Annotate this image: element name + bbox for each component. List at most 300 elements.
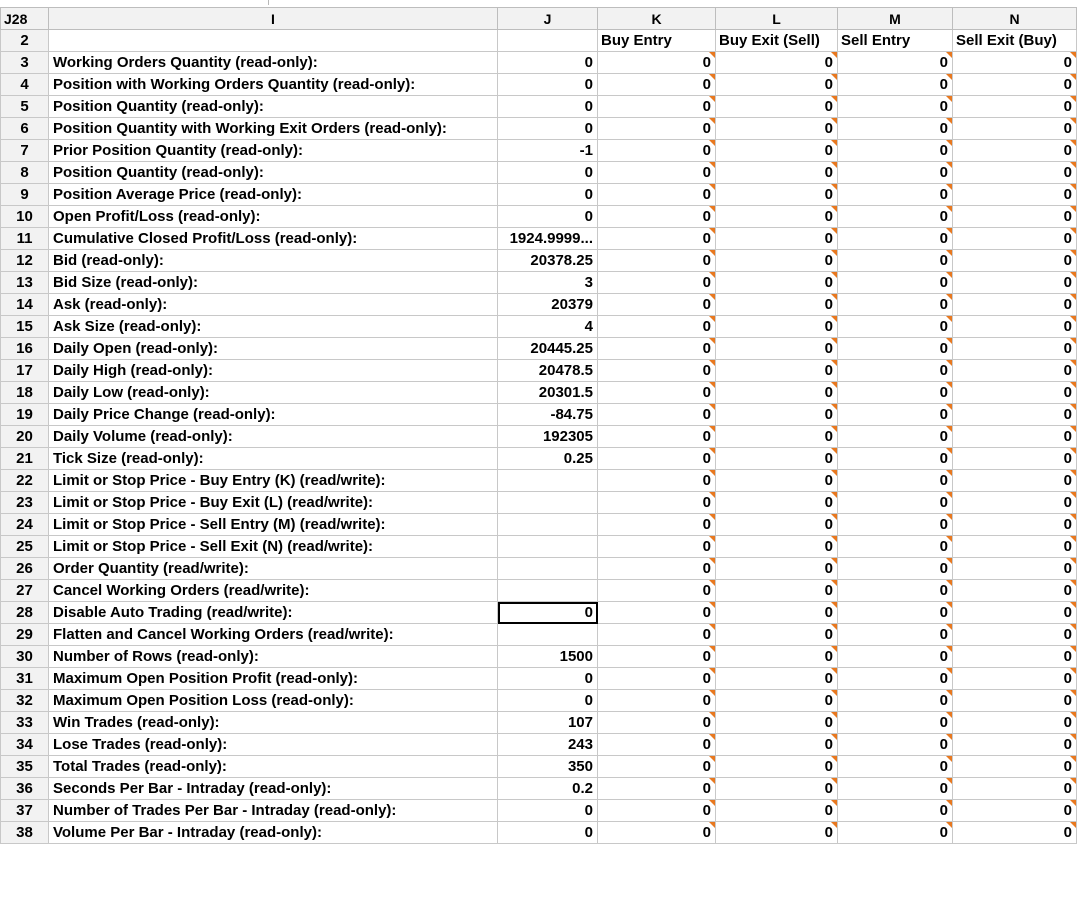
- cell-label[interactable]: Lose Trades (read-only):: [49, 734, 498, 756]
- cell-buy-entry[interactable]: 0: [598, 778, 716, 800]
- cell-buy-entry[interactable]: 0: [598, 52, 716, 74]
- cell-sell-exit[interactable]: 0: [953, 778, 1077, 800]
- sheet-row: [1, 514, 1077, 536]
- column-header-m[interactable]: M: [838, 8, 953, 30]
- cell-buy-entry[interactable]: 0: [598, 250, 716, 272]
- cell-buy-entry[interactable]: 0: [598, 96, 716, 118]
- row-header[interactable]: 27: [1, 580, 49, 602]
- cell-sell-entry[interactable]: 0: [838, 536, 953, 558]
- cell-value[interactable]: -1: [498, 140, 598, 162]
- sheet-row: [1, 778, 1077, 800]
- cell-buy-entry[interactable]: 0: [598, 162, 716, 184]
- cell-sell-exit[interactable]: 0: [953, 74, 1077, 96]
- cell-value[interactable]: 107: [498, 712, 598, 734]
- cell-value[interactable]: 0: [498, 690, 598, 712]
- cell-value-selected[interactable]: 0: [498, 602, 598, 624]
- cell-buy-exit[interactable]: 0: [716, 206, 838, 228]
- cell-label[interactable]: Limit or Stop Price - Buy Exit (L) (read/write):: [49, 492, 498, 514]
- row-header[interactable]: 32: [1, 690, 49, 712]
- cell-buy-entry[interactable]: 0: [598, 140, 716, 162]
- cell-buy-exit[interactable]: 0: [716, 470, 838, 492]
- cell-label[interactable]: [49, 30, 498, 52]
- cell-buy-entry[interactable]: 0: [598, 756, 716, 778]
- spreadsheet-grid: [0, 7, 1077, 844]
- cell-sell-exit[interactable]: 0: [953, 624, 1077, 646]
- cell-label[interactable]: Position Quantity with Working Exit Orders (read-only):: [49, 118, 498, 140]
- cell-buy-exit[interactable]: 0: [716, 250, 838, 272]
- row-header[interactable]: 14: [1, 294, 49, 316]
- cell-buy-entry[interactable]: 0: [598, 536, 716, 558]
- cell-label[interactable]: Win Trades (read-only):: [49, 712, 498, 734]
- row-header[interactable]: 19: [1, 404, 49, 426]
- cell-value[interactable]: 0: [498, 668, 598, 690]
- column-header-n[interactable]: N: [953, 8, 1077, 30]
- sheet-row: [1, 30, 1077, 52]
- sheet-row: [1, 360, 1077, 382]
- cell-label[interactable]: Position with Working Orders Quantity (read-only):: [49, 74, 498, 96]
- cell-label[interactable]: Open Profit/Loss (read-only):: [49, 206, 498, 228]
- cell-buy-entry[interactable]: 0: [598, 360, 716, 382]
- row-header[interactable]: 16: [1, 338, 49, 360]
- row-header[interactable]: 2: [1, 30, 49, 52]
- cell-buy-entry[interactable]: 0: [598, 382, 716, 404]
- cell-sell-entry[interactable]: 0: [838, 118, 953, 140]
- cell-buy-exit[interactable]: 0: [716, 778, 838, 800]
- cell-sell-entry[interactable]: 0: [838, 140, 953, 162]
- cell-buy-entry[interactable]: 0: [598, 228, 716, 250]
- row-header[interactable]: 8: [1, 162, 49, 184]
- row-header[interactable]: 11: [1, 228, 49, 250]
- sheet-top-strip: [0, 0, 1090, 7]
- sheet-row: [1, 602, 1077, 624]
- cell-sell-exit[interactable]: 0: [953, 558, 1077, 580]
- cell-sell-exit[interactable]: 0: [953, 580, 1077, 602]
- cell-label[interactable]: Bid (read-only):: [49, 250, 498, 272]
- cell-sell-entry[interactable]: 0: [838, 426, 953, 448]
- cell-buy-exit[interactable]: 0: [716, 580, 838, 602]
- cell-sell-entry[interactable]: 0: [838, 206, 953, 228]
- cell-value[interactable]: 0: [498, 184, 598, 206]
- cell-value[interactable]: 0: [498, 96, 598, 118]
- row-header[interactable]: 37: [1, 800, 49, 822]
- cell-label[interactable]: Working Orders Quantity (read-only):: [49, 52, 498, 74]
- cell-buy-exit[interactable]: 0: [716, 536, 838, 558]
- cell-buy-exit[interactable]: 0: [716, 272, 838, 294]
- cell-sell-entry[interactable]: 0: [838, 646, 953, 668]
- cell-buy-entry[interactable]: 0: [598, 404, 716, 426]
- cell-sell-entry[interactable]: 0: [838, 734, 953, 756]
- cell-buy-entry[interactable]: 0: [598, 690, 716, 712]
- row-header[interactable]: 36: [1, 778, 49, 800]
- cell-sell-entry[interactable]: 0: [838, 448, 953, 470]
- cell-label[interactable]: Flatten and Cancel Working Orders (read/write):: [49, 624, 498, 646]
- sheet-row: [1, 536, 1077, 558]
- cell-value[interactable]: 243: [498, 734, 598, 756]
- cell-buy-exit[interactable]: 0: [716, 646, 838, 668]
- cell-buy-entry[interactable]: 0: [598, 734, 716, 756]
- cell-sell-exit[interactable]: 0: [953, 316, 1077, 338]
- cell-sell-entry[interactable]: 0: [838, 294, 953, 316]
- column-header-i[interactable]: I: [49, 8, 498, 30]
- cell-label[interactable]: Ask (read-only):: [49, 294, 498, 316]
- cell-sell-entry[interactable]: 0: [838, 96, 953, 118]
- cell-buy-entry[interactable]: 0: [598, 668, 716, 690]
- cell-value[interactable]: 192305: [498, 426, 598, 448]
- cell-buy-entry[interactable]: 0: [598, 492, 716, 514]
- row-header[interactable]: 23: [1, 492, 49, 514]
- cell-label[interactable]: Disable Auto Trading (read/write):: [49, 602, 498, 624]
- cell-value[interactable]: 20378.25: [498, 250, 598, 272]
- row-header[interactable]: 7: [1, 140, 49, 162]
- cell-value[interactable]: [498, 624, 598, 646]
- sheet-row: [1, 426, 1077, 448]
- cell-buy-exit[interactable]: 0: [716, 448, 838, 470]
- cell-sell-exit[interactable]: 0: [953, 250, 1077, 272]
- cell-buy-exit[interactable]: 0: [716, 96, 838, 118]
- cell-buy-entry[interactable]: 0: [598, 514, 716, 536]
- cell-sell-exit[interactable]: 0: [953, 52, 1077, 74]
- cell-label[interactable]: Daily Low (read-only):: [49, 382, 498, 404]
- cell-sell-entry[interactable]: 0: [838, 514, 953, 536]
- cell-label[interactable]: Ask Size (read-only):: [49, 316, 498, 338]
- cell-label[interactable]: Cancel Working Orders (read/write):: [49, 580, 498, 602]
- row-header[interactable]: 15: [1, 316, 49, 338]
- cell-label[interactable]: Maximum Open Position Profit (read-only):: [49, 668, 498, 690]
- cell-sell-exit[interactable]: 0: [953, 338, 1077, 360]
- cell-buy-exit[interactable]: 0: [716, 690, 838, 712]
- cell-sell-entry[interactable]: 0: [838, 184, 953, 206]
- cell-label[interactable]: Cumulative Closed Profit/Loss (read-only):: [49, 228, 498, 250]
- row-header[interactable]: 35: [1, 756, 49, 778]
- cell-label[interactable]: Number of Trades Per Bar - Intraday (read-only):: [49, 800, 498, 822]
- cell-sell-exit[interactable]: 0: [953, 756, 1077, 778]
- column-resize-mark: [268, 0, 269, 5]
- cell-sell-exit[interactable]: 0: [953, 470, 1077, 492]
- sheet-row: [1, 52, 1077, 74]
- row-header[interactable]: 30: [1, 646, 49, 668]
- cell-sell-exit[interactable]: 0: [953, 228, 1077, 250]
- cell-label[interactable]: Daily High (read-only):: [49, 360, 498, 382]
- cell-value[interactable]: 20478.5: [498, 360, 598, 382]
- cell-sell-exit[interactable]: 0: [953, 734, 1077, 756]
- cell-value[interactable]: 350: [498, 756, 598, 778]
- cell-sell-exit[interactable]: 0: [953, 382, 1077, 404]
- cell-label[interactable]: Limit or Stop Price - Sell Entry (M) (read/write):: [49, 514, 498, 536]
- cell-buy-entry[interactable]: 0: [598, 800, 716, 822]
- cell-buy-entry[interactable]: 0: [598, 118, 716, 140]
- cell-label[interactable]: Tick Size (read-only):: [49, 448, 498, 470]
- row-header[interactable]: 4: [1, 74, 49, 96]
- sheet-row: [1, 206, 1077, 228]
- cell-value[interactable]: 0: [498, 118, 598, 140]
- cell-sell-entry-heading[interactable]: Sell Entry: [838, 30, 953, 52]
- cell-value[interactable]: 0.25: [498, 448, 598, 470]
- cell-value[interactable]: [498, 558, 598, 580]
- cell-sell-exit[interactable]: 0: [953, 492, 1077, 514]
- cell-label[interactable]: Position Average Price (read-only):: [49, 184, 498, 206]
- cell-sell-entry[interactable]: 0: [838, 492, 953, 514]
- cell-sell-entry[interactable]: 0: [838, 470, 953, 492]
- cell-buy-exit[interactable]: 0: [716, 822, 838, 844]
- sheet-row: [1, 382, 1077, 404]
- cell-sell-entry[interactable]: 0: [838, 382, 953, 404]
- cell-sell-exit[interactable]: 0: [953, 96, 1077, 118]
- row-header[interactable]: 34: [1, 734, 49, 756]
- cell-sell-exit[interactable]: 0: [953, 602, 1077, 624]
- cell-buy-exit[interactable]: 0: [716, 360, 838, 382]
- cell-sell-exit[interactable]: 0: [953, 426, 1077, 448]
- row-header[interactable]: 31: [1, 668, 49, 690]
- cell-sell-entry[interactable]: 0: [838, 624, 953, 646]
- row-header[interactable]: 3: [1, 52, 49, 74]
- cell-buy-exit[interactable]: 0: [716, 140, 838, 162]
- cell-sell-entry[interactable]: 0: [838, 338, 953, 360]
- cell-buy-entry[interactable]: 0: [598, 558, 716, 580]
- cell-buy-exit[interactable]: 0: [716, 492, 838, 514]
- cell-sell-entry[interactable]: 0: [838, 162, 953, 184]
- cell-sell-entry[interactable]: 0: [838, 404, 953, 426]
- cell-sell-entry[interactable]: 0: [838, 690, 953, 712]
- cell-buy-entry[interactable]: 0: [598, 206, 716, 228]
- cell-buy-exit[interactable]: 0: [716, 426, 838, 448]
- sheet-row: [1, 470, 1077, 492]
- cell-label[interactable]: Number of Rows (read-only):: [49, 646, 498, 668]
- row-header[interactable]: 20: [1, 426, 49, 448]
- cell-buy-entry[interactable]: 0: [598, 338, 716, 360]
- cell-sell-entry[interactable]: 0: [838, 602, 953, 624]
- sheet-row: [1, 162, 1077, 184]
- sheet-row: [1, 492, 1077, 514]
- cell-buy-exit[interactable]: 0: [716, 316, 838, 338]
- sheet-row: [1, 624, 1077, 646]
- cell-buy-exit[interactable]: 0: [716, 382, 838, 404]
- cell-sell-entry[interactable]: 0: [838, 360, 953, 382]
- cell-buy-exit[interactable]: 0: [716, 162, 838, 184]
- cell-sell-exit[interactable]: 0: [953, 514, 1077, 536]
- cell-value[interactable]: 1500: [498, 646, 598, 668]
- cell-value[interactable]: 20445.25: [498, 338, 598, 360]
- cell-buy-entry[interactable]: 0: [598, 470, 716, 492]
- cell-label[interactable]: Position Quantity (read-only):: [49, 162, 498, 184]
- cell-value[interactable]: -84.75: [498, 404, 598, 426]
- cell-buy-entry-heading[interactable]: Buy Entry: [598, 30, 716, 52]
- row-header[interactable]: 38: [1, 822, 49, 844]
- name-box[interactable]: J28: [1, 8, 49, 30]
- row-header[interactable]: 9: [1, 184, 49, 206]
- cell-value[interactable]: 0: [498, 162, 598, 184]
- cell-buy-exit[interactable]: 0: [716, 602, 838, 624]
- cell-value[interactable]: 0: [498, 206, 598, 228]
- cell-label[interactable]: Maximum Open Position Loss (read-only):: [49, 690, 498, 712]
- cell-sell-entry[interactable]: 0: [838, 778, 953, 800]
- cell-value[interactable]: 0: [498, 822, 598, 844]
- cell-label[interactable]: Total Trades (read-only):: [49, 756, 498, 778]
- row-header[interactable]: 13: [1, 272, 49, 294]
- cell-value[interactable]: 1924.9999...: [498, 228, 598, 250]
- cell-value[interactable]: 0: [498, 800, 598, 822]
- cell-value[interactable]: [498, 536, 598, 558]
- cell-buy-exit[interactable]: 0: [716, 404, 838, 426]
- cell-sell-entry[interactable]: 0: [838, 668, 953, 690]
- sheet-row: [1, 96, 1077, 118]
- cell-sell-exit[interactable]: 0: [953, 184, 1077, 206]
- cell-buy-entry[interactable]: 0: [598, 646, 716, 668]
- sheet-row: [1, 74, 1077, 96]
- cell-label[interactable]: Limit or Stop Price - Sell Exit (N) (read/write):: [49, 536, 498, 558]
- row-header[interactable]: 6: [1, 118, 49, 140]
- cell-label[interactable]: Volume Per Bar - Intraday (read-only):: [49, 822, 498, 844]
- cell-buy-exit[interactable]: 0: [716, 800, 838, 822]
- sheet-row: [1, 668, 1077, 690]
- row-header[interactable]: 26: [1, 558, 49, 580]
- cell-value[interactable]: [498, 514, 598, 536]
- cell-sell-entry[interactable]: 0: [838, 272, 953, 294]
- cell-value[interactable]: 3: [498, 272, 598, 294]
- sheet-row: [1, 118, 1077, 140]
- row-header[interactable]: 29: [1, 624, 49, 646]
- cell-buy-entry[interactable]: 0: [598, 602, 716, 624]
- cell-value[interactable]: 4: [498, 316, 598, 338]
- cell-buy-exit[interactable]: 0: [716, 734, 838, 756]
- row-header[interactable]: 17: [1, 360, 49, 382]
- cell-sell-entry[interactable]: 0: [838, 822, 953, 844]
- column-header-j[interactable]: J: [498, 8, 598, 30]
- cell-buy-entry[interactable]: 0: [598, 448, 716, 470]
- cell-buy-exit[interactable]: 0: [716, 74, 838, 96]
- sheet-row: [1, 800, 1077, 822]
- sheet-row: [1, 690, 1077, 712]
- cell-sell-entry[interactable]: 0: [838, 74, 953, 96]
- cell-label[interactable]: Daily Open (read-only):: [49, 338, 498, 360]
- cell-buy-exit[interactable]: 0: [716, 558, 838, 580]
- column-header-row: [1, 8, 1077, 30]
- cell-buy-entry[interactable]: 0: [598, 624, 716, 646]
- cell-sell-entry[interactable]: 0: [838, 712, 953, 734]
- cell-value[interactable]: 0.2: [498, 778, 598, 800]
- sheet-row: [1, 316, 1077, 338]
- cell-buy-exit[interactable]: 0: [716, 118, 838, 140]
- cell-sell-exit-heading[interactable]: Sell Exit (Buy): [953, 30, 1077, 52]
- cell-buy-entry[interactable]: 0: [598, 580, 716, 602]
- cell-label[interactable]: Position Quantity (read-only):: [49, 96, 498, 118]
- sheet-row: [1, 734, 1077, 756]
- cell-sell-entry[interactable]: 0: [838, 800, 953, 822]
- cell-value[interactable]: [498, 580, 598, 602]
- row-header[interactable]: 18: [1, 382, 49, 404]
- cell-label[interactable]: Limit or Stop Price - Buy Entry (K) (read/write):: [49, 470, 498, 492]
- cell-sell-exit[interactable]: 0: [953, 822, 1077, 844]
- cell-buy-exit[interactable]: 0: [716, 756, 838, 778]
- cell-sell-exit[interactable]: 0: [953, 668, 1077, 690]
- cell-sell-exit[interactable]: 0: [953, 162, 1077, 184]
- cell-sell-exit[interactable]: 0: [953, 404, 1077, 426]
- row-header[interactable]: 28: [1, 602, 49, 624]
- cell-buy-exit[interactable]: 0: [716, 712, 838, 734]
- cell-buy-exit[interactable]: 0: [716, 624, 838, 646]
- cell-sell-entry[interactable]: 0: [838, 316, 953, 338]
- cell-value[interactable]: 0: [498, 52, 598, 74]
- cell-value[interactable]: [498, 470, 598, 492]
- cell-buy-exit[interactable]: 0: [716, 338, 838, 360]
- cell-sell-exit[interactable]: 0: [953, 118, 1077, 140]
- cell-sell-exit[interactable]: 0: [953, 360, 1077, 382]
- cell-buy-entry[interactable]: 0: [598, 822, 716, 844]
- cell-buy-entry[interactable]: 0: [598, 294, 716, 316]
- cell-sell-exit[interactable]: 0: [953, 294, 1077, 316]
- cell-label[interactable]: Daily Price Change (read-only):: [49, 404, 498, 426]
- cell-value[interactable]: 20301.5: [498, 382, 598, 404]
- row-header[interactable]: 10: [1, 206, 49, 228]
- cell-sell-exit[interactable]: 0: [953, 690, 1077, 712]
- cell-sell-exit[interactable]: 0: [953, 800, 1077, 822]
- cell-value[interactable]: [498, 30, 598, 52]
- sheet-row: [1, 756, 1077, 778]
- cell-sell-exit[interactable]: 0: [953, 712, 1077, 734]
- cell-buy-exit[interactable]: 0: [716, 228, 838, 250]
- row-header[interactable]: 5: [1, 96, 49, 118]
- cell-buy-entry[interactable]: 0: [598, 272, 716, 294]
- sheet-row: [1, 184, 1077, 206]
- row-header[interactable]: 24: [1, 514, 49, 536]
- cell-sell-exit[interactable]: 0: [953, 646, 1077, 668]
- cell-buy-entry[interactable]: 0: [598, 184, 716, 206]
- cell-buy-exit[interactable]: 0: [716, 184, 838, 206]
- cell-label[interactable]: Order Quantity (read/write):: [49, 558, 498, 580]
- cell-sell-exit[interactable]: 0: [953, 448, 1077, 470]
- cell-sell-entry[interactable]: 0: [838, 756, 953, 778]
- cell-label[interactable]: Bid Size (read-only):: [49, 272, 498, 294]
- sheet-row: [1, 250, 1077, 272]
- cell-sell-entry[interactable]: 0: [838, 228, 953, 250]
- cell-sell-entry[interactable]: 0: [838, 558, 953, 580]
- sheet-row: [1, 558, 1077, 580]
- cell-sell-exit[interactable]: 0: [953, 536, 1077, 558]
- cell-buy-exit-heading[interactable]: Buy Exit (Sell): [716, 30, 838, 52]
- cell-buy-exit[interactable]: 0: [716, 294, 838, 316]
- cell-sell-exit[interactable]: 0: [953, 140, 1077, 162]
- sheet-row: [1, 272, 1077, 294]
- sheet-row: [1, 140, 1077, 162]
- cell-buy-exit[interactable]: 0: [716, 514, 838, 536]
- cell-label[interactable]: Seconds Per Bar - Intraday (read-only):: [49, 778, 498, 800]
- cell-value[interactable]: 20379: [498, 294, 598, 316]
- cell-buy-entry[interactable]: 0: [598, 712, 716, 734]
- row-header[interactable]: 12: [1, 250, 49, 272]
- cell-value[interactable]: 0: [498, 74, 598, 96]
- cell-buy-entry[interactable]: 0: [598, 316, 716, 338]
- cell-sell-exit[interactable]: 0: [953, 272, 1077, 294]
- cell-buy-entry[interactable]: 0: [598, 426, 716, 448]
- column-header-l[interactable]: L: [716, 8, 838, 30]
- sheet-row: [1, 338, 1077, 360]
- row-header[interactable]: 22: [1, 470, 49, 492]
- cell-label[interactable]: Daily Volume (read-only):: [49, 426, 498, 448]
- cell-label[interactable]: Prior Position Quantity (read-only):: [49, 140, 498, 162]
- cell-buy-entry[interactable]: 0: [598, 74, 716, 96]
- row-header[interactable]: 25: [1, 536, 49, 558]
- cell-sell-entry[interactable]: 0: [838, 52, 953, 74]
- cell-sell-entry[interactable]: 0: [838, 250, 953, 272]
- cell-value[interactable]: [498, 492, 598, 514]
- sheet-row: [1, 404, 1077, 426]
- row-header[interactable]: 33: [1, 712, 49, 734]
- row-header[interactable]: 21: [1, 448, 49, 470]
- cell-buy-exit[interactable]: 0: [716, 668, 838, 690]
- cell-buy-exit[interactable]: 0: [716, 52, 838, 74]
- column-header-k[interactable]: K: [598, 8, 716, 30]
- cell-sell-entry[interactable]: 0: [838, 580, 953, 602]
- cell-sell-exit[interactable]: 0: [953, 206, 1077, 228]
